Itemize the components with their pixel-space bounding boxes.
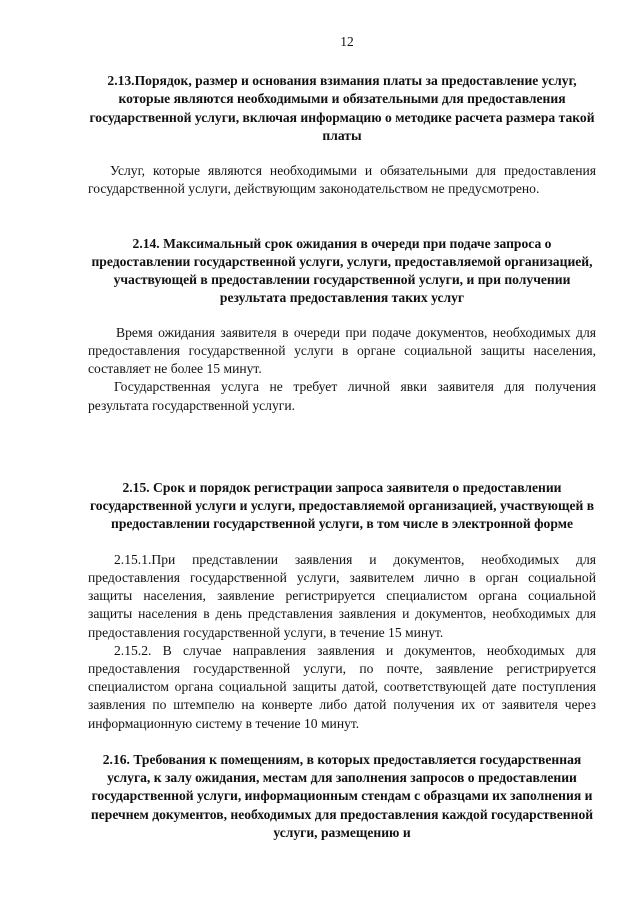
- section-2-14-paragraph-1: Время ожидания заявителя в очереди при подаче документов, необходимых для предоставления государственной услуги в органе социальной защиты населения, составляет не более 15 минут.: [88, 324, 596, 377]
- section-2-16-heading: 2.16. Требования к помещениям, в которых предоставляется государственная услуга, к залу ожидания, местам для заполнения запросов о предоставлении государственной услуги, информационным стендам с образцами их заполнения и перечнем документов, необходимых для предоставления каждой государственной услуги, размещению и: [90, 751, 594, 840]
- section-2-15-1-paragraph: 2.15.1.При представлении заявления и документов, необходимых для предоставления государственной услуги, заявителем лично в орган социальной защиты населения, заявление регистрируется специалистом органа социальной защиты населения в день представления заявления и документов, необходимых для предоставления государственной услуги, в течение 15 минут.: [88, 551, 596, 640]
- page-number: 12: [340, 34, 354, 49]
- section-2-15-heading: 2.15. Срок и порядок регистрации запроса заявителя о предоставлении государственной услуги и услуги, предоставляемой организацией, участвующей в предоставлении государственной услуги, в том числе в электронной форме: [89, 479, 595, 532]
- section-2-14-paragraph-2: Государственная услуга не требует личной явки заявителя для получения результата государственной услуги.: [88, 379, 596, 413]
- document-page: [88, 30, 596, 842]
- section-2-13-heading: 2.13.Порядок, размер и основания взимания платы за предоставление услуг, которые являются необходимыми и обязательными для предоставления государственной услуги, включая информацию о методике расчета размера такой платы: [89, 73, 595, 143]
- section-2-15-2-paragraph: 2.15.2. В случае направления заявления и документов, необходимых для предоставления государственной услуги, по почте, заявление регистрируется специалистом органа социальной защиты датой, соответствующей дате поступления заявления по штемпелю на конверте либо датой получения их от заявителя через информационную систему в течение 10 минут.: [88, 642, 596, 731]
- section-2-13-paragraph: Услуг, которые являются необходимыми и обязательными для предоставления государственной услуги, действующим законодательством не предусмотрено.: [88, 163, 596, 197]
- section-2-14-heading: 2.14. Максимальный срок ожидания в очереди при подаче запроса о предоставлении государственной услуги, услуги, предоставляемой организацией, участвующей в предоставлении государственной услуги, и при получении результата предоставления таких услуг: [91, 235, 593, 306]
